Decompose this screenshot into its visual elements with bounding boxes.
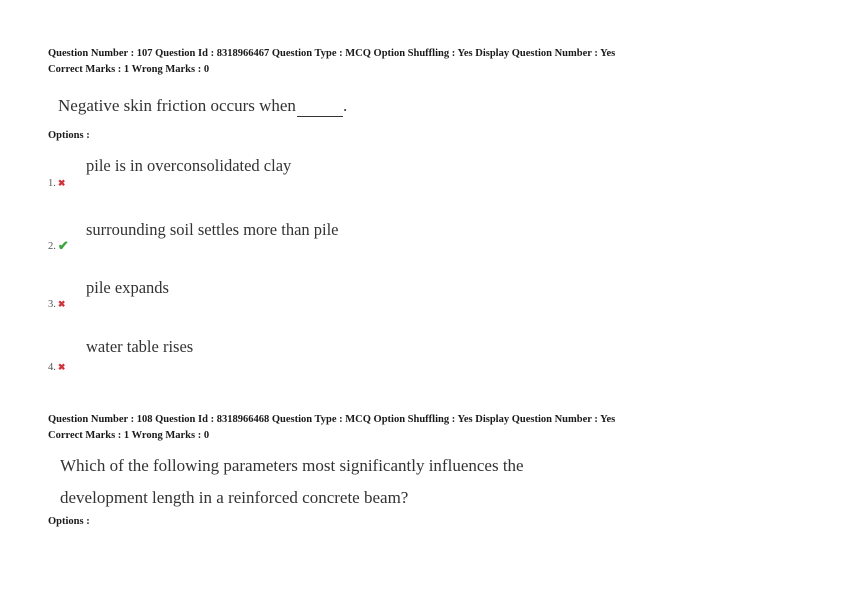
cross-icon: ✖	[57, 299, 66, 309]
option-3-number	[48, 299, 65, 310]
option-1-number	[48, 178, 65, 189]
option-4-text: water table rises	[86, 337, 194, 356]
cross-icon: ✖	[57, 178, 66, 188]
option-1-text: pile is in overconsolidated clay	[86, 156, 292, 175]
question-107-meta	[48, 46, 615, 78]
question-108-text-line1: Which of the following parameters most significantly influences the	[60, 456, 524, 475]
answer-blank	[297, 96, 343, 117]
option-2-number	[48, 238, 69, 254]
question-107-options-label: Options :	[48, 130, 90, 141]
question-108-meta-line1: Question Number : 108 Question Id : 8318966468 Question Type : MCQ Option Shuffling : Yes Display Question Number : Yes	[48, 414, 616, 425]
question-108-options-label: Options :	[48, 516, 90, 527]
option-4-label: 4.	[48, 362, 56, 373]
option-3-label: 3.	[48, 299, 56, 310]
option-4-number	[48, 362, 65, 373]
question-108-text-line2: development length in a reinforced concrete beam?	[60, 488, 409, 507]
question-107-meta-line2: Correct Marks : 1 Wrong Marks : 0	[48, 64, 210, 75]
question-107-end: .	[342, 96, 348, 115]
question-108-meta-line2: Correct Marks : 1 Wrong Marks : 0	[48, 430, 210, 441]
question-108-meta	[48, 412, 615, 444]
question-107-stem: Negative skin friction occurs when	[58, 96, 296, 115]
cross-icon: ✖	[57, 362, 66, 372]
check-icon: ✔	[57, 238, 69, 253]
option-3-text: pile expands	[86, 278, 169, 297]
option-2-text: surrounding soil settles more than pile	[86, 220, 339, 239]
question-107-meta-line1: Question Number : 107 Question Id : 8318966467 Question Type : MCQ Option Shuffling : Yes Display Question Number : Yes	[48, 48, 616, 59]
question-107-text	[58, 96, 347, 117]
option-2-label: 2.	[48, 240, 56, 252]
option-1-label: 1.	[48, 178, 56, 189]
